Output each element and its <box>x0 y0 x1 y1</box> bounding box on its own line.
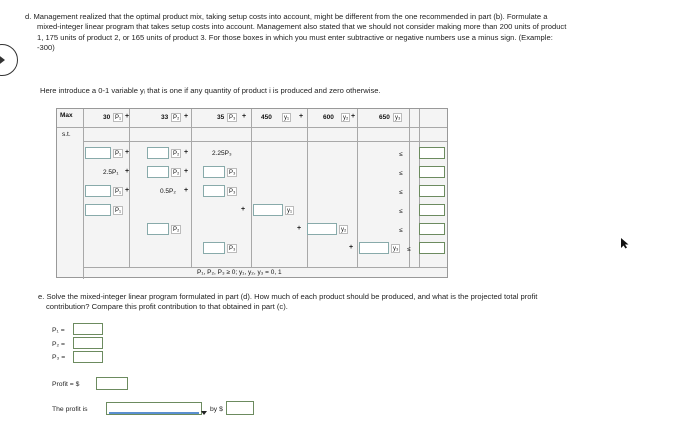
c2-term-p1: 2.5P₁ <box>103 169 119 176</box>
question-d-line2: mixed-integer linear program that takes setup costs into account. Management also stated that we should not consider making more than 200 units of product <box>37 22 567 32</box>
p3-answer-input[interactable] <box>73 351 103 363</box>
c3-rhs-input[interactable] <box>419 185 445 197</box>
obj-var-p2: P₂ <box>173 115 180 121</box>
max-label: Max <box>60 112 73 119</box>
plus-sign: + <box>351 113 356 120</box>
c1-var-p1: P₁ <box>115 151 122 157</box>
c1-var-p2: P₂ <box>173 151 180 157</box>
obj-var-p1: P₁ <box>115 115 122 121</box>
c5-var-y2: y₂ <box>341 227 347 233</box>
question-d-line1: d. Management realized that the optimal product mix, taking setup costs into account, might be different from the one recommended in part (b). Formulate a <box>25 12 548 21</box>
c4-coef-y1-input[interactable] <box>253 204 283 216</box>
c2-var-p3: P₃ <box>229 170 236 176</box>
profit-answer-input[interactable] <box>96 377 128 390</box>
c6-coef-y3-input[interactable] <box>359 242 389 254</box>
c1-term-p3: 2.25P₃ <box>212 150 232 157</box>
plus-sign: + <box>242 113 247 120</box>
p1-label: P₁ = <box>52 327 65 334</box>
dropdown-arrow-icon[interactable] <box>200 404 208 422</box>
c3-coef-p3-input[interactable] <box>203 185 225 197</box>
p3-label: P₃ = <box>52 354 66 361</box>
obj-coef-p2: 33 <box>161 114 169 121</box>
plus-sign: + <box>184 113 189 120</box>
obj-coef-y3: 650 <box>379 114 390 121</box>
plus-sign: + <box>184 187 189 194</box>
profit-comparison-select[interactable] <box>106 402 202 415</box>
c6-leq: ≤ <box>407 246 411 253</box>
obj-var-p3: P₃ <box>229 115 236 121</box>
c4-var-y1: y₁ <box>287 208 293 214</box>
profit-is-label: The profit is <box>52 406 88 413</box>
c6-coef-input[interactable] <box>203 242 225 254</box>
c1-coef-input[interactable] <box>85 147 111 159</box>
c3-var-p1: P₁ <box>115 189 122 195</box>
question-d-text <box>25 12 695 53</box>
c1-coef-p2-input[interactable] <box>147 147 169 159</box>
obj-coef-y2: 600 <box>323 114 334 121</box>
profit-label: Profit = $ <box>52 381 80 388</box>
c3-var-p3: P₃ <box>229 189 236 195</box>
plus-sign: + <box>125 149 130 156</box>
p2-label: P₂ = <box>52 341 66 348</box>
c4-leq: ≤ <box>399 208 403 215</box>
c1-rhs-input[interactable] <box>419 147 445 159</box>
by-label: by $ <box>210 406 223 413</box>
obj-coef-p3: 35 <box>217 114 225 121</box>
c5-var-p2: P₂ <box>173 227 180 233</box>
c5-coef-y2-input[interactable] <box>307 223 337 235</box>
plus-sign: + <box>184 168 189 175</box>
c5-rhs-input[interactable] <box>419 223 445 235</box>
question-e-line2: contribution? Compare this profit contribution to that obtained in part (c). <box>46 302 288 312</box>
c6-var-y3: y₃ <box>393 246 399 252</box>
c1-leq: ≤ <box>399 151 403 158</box>
nonnegativity-constraint: P₁, P₂, P₃ ≥ 0; y₁, y₂, y₃ = 0, 1 <box>197 269 282 276</box>
c2-rhs-input[interactable] <box>419 166 445 178</box>
obj-var-y3: y₃ <box>395 115 401 121</box>
c2-var-p2: P₂ <box>173 170 180 176</box>
c4-coef-input[interactable] <box>85 204 111 216</box>
plus-sign: + <box>241 206 246 213</box>
p1-answer-input[interactable] <box>73 323 103 335</box>
c3-coef-input[interactable] <box>85 185 111 197</box>
c2-leq: ≤ <box>399 170 403 177</box>
question-d-line3: 1, 175 units of product 2, or 165 units of product 3. For those boxes in which you must enter subtractive or negative numbers use a minus sign. (Example: <box>37 32 553 42</box>
plus-sign: + <box>297 225 302 232</box>
collapse-arrow-icon[interactable] <box>0 44 18 76</box>
profit-difference-input[interactable] <box>226 401 254 415</box>
c5-coef-input[interactable] <box>147 223 169 235</box>
question-e-line1: e. Solve the mixed-integer linear program formulated in part (d). How much of each product should be produced, and what is the projected total profit <box>38 292 538 301</box>
obj-coef-p1: 30 <box>103 114 111 121</box>
c6-rhs-input[interactable] <box>419 242 445 254</box>
obj-var-y1: y₁ <box>284 115 290 121</box>
model-table <box>56 108 448 278</box>
plus-sign: + <box>184 149 189 156</box>
c3-term-p2: 0.5P₂ <box>160 188 176 195</box>
obj-var-y2: y₂ <box>343 115 349 121</box>
question-d-line4: -300) <box>37 42 55 52</box>
c6-var-p3: P₃ <box>229 246 236 252</box>
plus-sign: + <box>125 113 130 120</box>
c5-leq: ≤ <box>399 227 403 234</box>
c2-coef-p2-input[interactable] <box>147 166 169 178</box>
c2-coef-p3-input[interactable] <box>203 166 225 178</box>
intro-text: Here introduce a 0-1 variable yᵢ that is one if any quantity of product i is produced and zero otherwise. <box>40 86 381 95</box>
select-underline <box>109 412 199 414</box>
st-label: s.t. <box>62 131 71 138</box>
plus-sign: + <box>125 168 130 175</box>
obj-coef-y1: 450 <box>261 114 272 121</box>
c4-rhs-input[interactable] <box>419 204 445 216</box>
mouse-cursor-icon <box>620 236 630 254</box>
p2-answer-input[interactable] <box>73 337 103 349</box>
plus-sign: + <box>299 113 304 120</box>
plus-sign: + <box>125 187 130 194</box>
question-e-text <box>38 292 688 313</box>
c4-var-p1: P₁ <box>115 208 122 214</box>
plus-sign: + <box>349 244 354 251</box>
c3-leq: ≤ <box>399 189 403 196</box>
